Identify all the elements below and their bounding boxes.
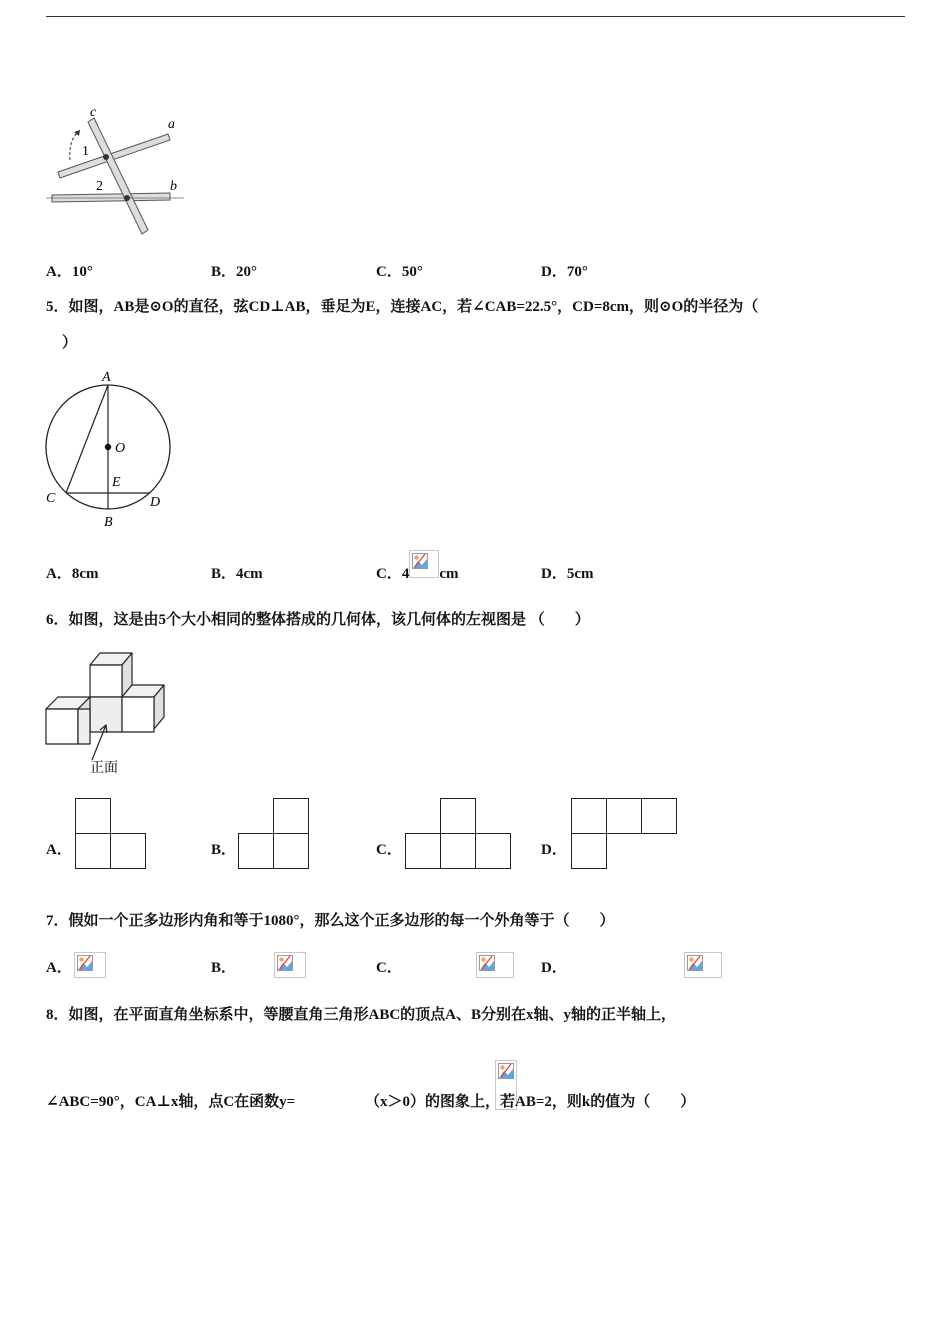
view-cell	[238, 833, 274, 869]
view-cell	[75, 833, 111, 869]
q6-stem: 6．如图，这是由5个大小相同的整体搭成的几何体，该几何体的左视图是 （ ）	[46, 612, 590, 628]
q7-option-a[interactable]: A．	[46, 960, 72, 976]
header-rule	[46, 16, 905, 17]
q7-option-b[interactable]: B．	[211, 960, 237, 976]
label-O: O	[115, 441, 126, 456]
broken-image-icon	[409, 550, 439, 578]
stick-c	[88, 118, 148, 234]
q8-stem-line2-after: （x＞0）的图象上，若AB=2，则k的值为（ ）	[365, 1094, 696, 1110]
label-B: B	[104, 515, 113, 530]
view-cell	[273, 833, 309, 869]
broken-image-icon	[74, 952, 106, 978]
label-2: 2	[96, 179, 103, 194]
q7-stem: 7．假如一个正多边形内角和等于1080°，那么这个正多边形的每一个外角等于（ ）	[46, 913, 615, 929]
stick-b	[52, 193, 170, 202]
broken-image-icon	[476, 952, 514, 978]
label-A: A	[102, 370, 111, 385]
q5-option-a[interactable]: A．8cm	[46, 566, 99, 582]
q6-option-a-view	[75, 798, 147, 870]
label-b: b	[170, 179, 177, 194]
view-cell	[571, 798, 607, 834]
q5-stem-line1: 5．如图，AB是⊙O的直径，弦CD⊥AB，垂足为E，连接AC，若∠CAB=22.5°，CD=8cm，则⊙O的半径为（	[46, 299, 759, 315]
q6-option-b[interactable]: B．	[211, 842, 237, 858]
label-a: a	[168, 117, 175, 132]
broken-image-icon	[274, 952, 306, 978]
view-cell	[75, 798, 111, 834]
q5-option-d[interactable]: D．5cm	[541, 566, 594, 582]
q6-solid-figure	[44, 650, 169, 780]
q4-option-c[interactable]: C．50°	[376, 264, 423, 280]
q4-figure	[44, 100, 189, 240]
q5-option-b[interactable]: B．4cm	[211, 566, 263, 582]
front-label: 正面	[90, 760, 118, 776]
q6-option-b-view	[238, 798, 310, 870]
view-cell	[273, 798, 309, 834]
view-cell	[405, 833, 441, 869]
view-cell	[606, 798, 642, 834]
label-C: C	[46, 491, 56, 506]
view-cell	[440, 833, 476, 869]
view-cell	[641, 798, 677, 834]
q8-stem-line1: 8．如图，在平面直角坐标系中，等腰直角三角形ABC的顶点A、B分别在x轴、y轴的正半轴上，	[46, 1007, 677, 1023]
view-cell	[110, 833, 146, 869]
label-c: c	[90, 105, 97, 120]
label-D: D	[150, 495, 161, 510]
q4-option-b[interactable]: B．20°	[211, 264, 258, 280]
view-cell	[571, 833, 607, 869]
label-E: E	[112, 475, 121, 490]
q6-option-c-view	[405, 798, 512, 870]
q7-option-c[interactable]: C．	[376, 960, 402, 976]
q5-option-c[interactable]: C．4 cm	[376, 562, 459, 583]
q6-option-a[interactable]: A．	[46, 842, 72, 858]
q6-option-d-view	[571, 798, 678, 870]
q4-option-d[interactable]: D．70°	[541, 264, 588, 280]
label-1: 1	[82, 144, 89, 159]
q4-option-a[interactable]: A．10°	[46, 264, 93, 280]
q5-circle-figure	[40, 368, 175, 533]
q7-option-d[interactable]: D．	[541, 960, 567, 976]
q5-stem-line2: ）	[62, 335, 78, 351]
broken-image-icon	[684, 952, 722, 978]
q8-stem-line2: ∠ABC=90°，CA⊥x轴，点C在函数y=	[46, 1094, 296, 1110]
q6-option-c[interactable]: C．	[376, 842, 402, 858]
view-cell	[475, 833, 511, 869]
view-cell	[440, 798, 476, 834]
q6-option-d[interactable]: D．	[541, 842, 567, 858]
